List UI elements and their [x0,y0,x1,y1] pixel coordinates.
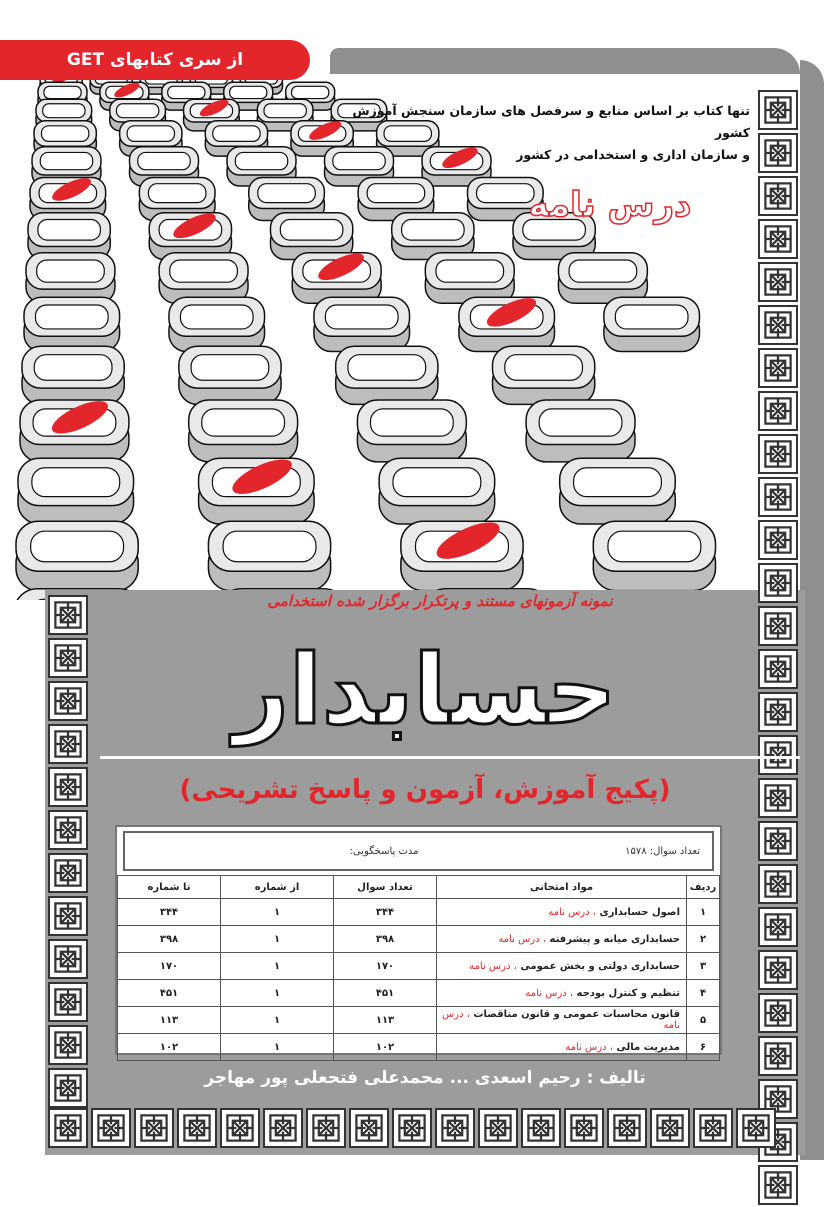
knot-pattern-icon [758,563,798,603]
container-shape [16,521,138,590]
knot-pattern-icon [758,606,798,646]
table-row [118,1007,720,1034]
knot-pattern-icon [48,810,88,850]
to-cell: ۱۱۳ [118,1007,221,1034]
table-row [118,926,720,953]
border-pattern-bottom [48,1108,802,1152]
header-from: از شماره [221,876,334,899]
knot-pattern-icon [758,477,798,517]
knot-pattern-icon [435,1108,475,1148]
header-to: تا شماره [118,876,221,899]
container-shape [149,209,231,260]
knot-pattern-icon [758,305,798,345]
container-shape [314,297,410,351]
container-shape [379,458,495,524]
subject: حسابداری میانه و پیشرفته [549,933,680,945]
knot-pattern-icon [48,595,88,635]
from-cell: ۱ [221,926,334,953]
subject: مدیریت مالی [616,1041,680,1053]
knot-pattern-icon [758,778,798,818]
container-shape [18,458,134,524]
container-shape [493,346,595,404]
container-shape [604,297,700,351]
container-shape [26,253,115,304]
row-number: ۳ [687,953,720,980]
knot-pattern-icon [650,1108,690,1148]
knot-pattern-icon [220,1108,260,1148]
knot-pattern-icon [758,821,798,861]
knot-pattern-icon [758,391,798,431]
container-shape [336,346,438,404]
authors: تالیف : رحیم اسعدی ... محمدعلی فتحعلی پور مهاجر [204,1068,646,1088]
knot-pattern-icon [758,1036,798,1076]
container-shape [401,515,523,591]
knot-pattern-icon [478,1108,518,1148]
knot-pattern-icon [134,1108,174,1148]
container-shape [199,453,315,524]
knot-pattern-icon [48,638,88,678]
subject-cell [437,926,687,953]
subject-cell [437,1007,687,1034]
row-number: ۴ [687,980,720,1007]
knot-pattern-icon [758,520,798,560]
table-row [118,899,720,926]
container-shape [357,400,466,462]
to-cell: ۳۴۴ [118,899,221,926]
question-count-cell: ۳۹۸ [334,926,437,953]
subject: تنظیم و کنترل بودجه [576,987,680,999]
knot-pattern-icon [48,939,88,979]
row-number: ۶ [687,1034,720,1061]
subject-cell [437,980,687,1007]
knot-pattern-icon [48,1068,88,1108]
container-shape [24,297,120,351]
table-row [118,1034,720,1061]
knot-pattern-icon [91,1108,131,1148]
header-row-number: ردیف [687,876,720,899]
knot-pattern-icon [48,681,88,721]
from-cell: ۱ [221,980,334,1007]
from-cell: ۱ [221,1034,334,1061]
contents-table-box [115,825,722,1055]
subject-tag: ، درس نامه [565,1041,613,1053]
container-shape [179,346,281,404]
to-cell: ۱۰۲ [118,1034,221,1061]
knot-pattern-icon [306,1108,346,1148]
knot-pattern-icon [48,1108,88,1148]
question-count-cell: ۱۰۲ [334,1034,437,1061]
container-shape [169,297,265,351]
subject-cell [437,953,687,980]
knot-pattern-icon [758,133,798,173]
knot-pattern-icon [758,1165,798,1205]
package-subtitle: (پکیج آموزش، آزمون و پاسخ تشریحی) [179,775,671,805]
knot-pattern-icon [758,649,798,689]
container-shape [189,400,298,462]
knot-pattern-icon [758,176,798,216]
to-cell: ۱۷۰ [118,953,221,980]
container-shape [20,395,129,462]
knot-pattern-icon [48,896,88,936]
knot-pattern-icon [758,434,798,474]
knot-pattern-icon [521,1108,561,1148]
question-count-cell: ۴۵۱ [334,980,437,1007]
knot-pattern-icon [758,907,798,947]
knot-pattern-icon [693,1108,733,1148]
container-shape [526,400,635,462]
subject: اصول حسابداری [599,906,680,918]
from-cell: ۱ [221,1007,334,1034]
container-shape [159,253,248,304]
question-count-cell: ۱۷۰ [334,953,437,980]
question-count-cell: ۱۱۳ [334,1007,437,1034]
subtitle: نمونه آزمونهای مستند و پرتکرار برگزار شده استخدامی [267,592,613,610]
subject: قانون محاسبات عمومی و قانون مناقصات [473,1009,680,1020]
container-shape [425,253,514,304]
subject: حسابداری دولتی و بخش عمومی [520,960,680,972]
knot-pattern-icon [564,1108,604,1148]
border-pattern-right [758,90,802,1155]
subject-tag: ، درس نامه [525,987,574,999]
info-bar [123,831,714,871]
decorative-band [330,48,800,74]
knot-pattern-icon [758,262,798,302]
knot-pattern-icon [48,1025,88,1065]
knot-pattern-icon [758,864,798,904]
subject-tag: ، درس نامه [469,960,517,972]
series-name: درس نامه [528,185,692,225]
tagline-line: و سازمان اداری و استخدامی در کشور [516,147,750,162]
duration: مدت پاسخگویی: [349,845,419,857]
row-number: ۵ [687,1007,720,1034]
divider [100,756,800,759]
series-tag: از سری کتابهای GET [0,40,310,80]
to-cell: ۴۵۱ [118,980,221,1007]
knot-pattern-icon [758,90,798,130]
from-cell: ۱ [221,953,334,980]
container-shape [558,253,647,304]
book-title: حسابدار [233,634,617,746]
knot-pattern-icon [758,993,798,1033]
container-shape [459,292,555,351]
subject-cell [437,1034,687,1061]
contents-table [117,875,720,1061]
knot-pattern-icon [758,735,798,775]
container-shape [560,458,676,524]
knot-pattern-icon [48,982,88,1022]
header-count: تعداد سوال [334,876,437,899]
knot-pattern-icon [758,950,798,990]
subject-tag: ، درس نامه [442,1009,680,1031]
subject-tag: ، درس نامه [548,906,596,918]
subject-tag: ، درس نامه [498,933,547,945]
container-shape [22,346,124,404]
row-number: ۱ [687,899,720,926]
container-shape [208,521,330,590]
header-subject: مواد امتحانی [437,876,687,899]
subject-cell [437,899,687,926]
knot-pattern-icon [48,767,88,807]
container-shape [593,521,715,590]
tagline-line: تنها کتاب بر اساس منابع و سرفصل های سازمان سنجش آموزش کشور [352,103,750,140]
knot-pattern-icon [392,1108,432,1148]
question-count-cell: ۳۴۴ [334,899,437,926]
knot-pattern-icon [48,853,88,893]
knot-pattern-icon [736,1108,776,1148]
knot-pattern-icon [349,1108,389,1148]
to-cell: ۳۹۸ [118,926,221,953]
table-row [118,980,720,1007]
knot-pattern-icon [758,348,798,388]
border-pattern-left [48,595,92,1155]
knot-pattern-icon [263,1108,303,1148]
table-row [118,953,720,980]
knot-pattern-icon [607,1108,647,1148]
from-cell: ۱ [221,899,334,926]
knot-pattern-icon [758,219,798,259]
container-shape [292,248,381,303]
knot-pattern-icon [177,1108,217,1148]
knot-pattern-icon [48,724,88,764]
question-count: تعداد سوال: ۱۵۷۸ [625,845,700,857]
row-number: ۲ [687,926,720,953]
tagline [330,100,750,166]
knot-pattern-icon [758,692,798,732]
